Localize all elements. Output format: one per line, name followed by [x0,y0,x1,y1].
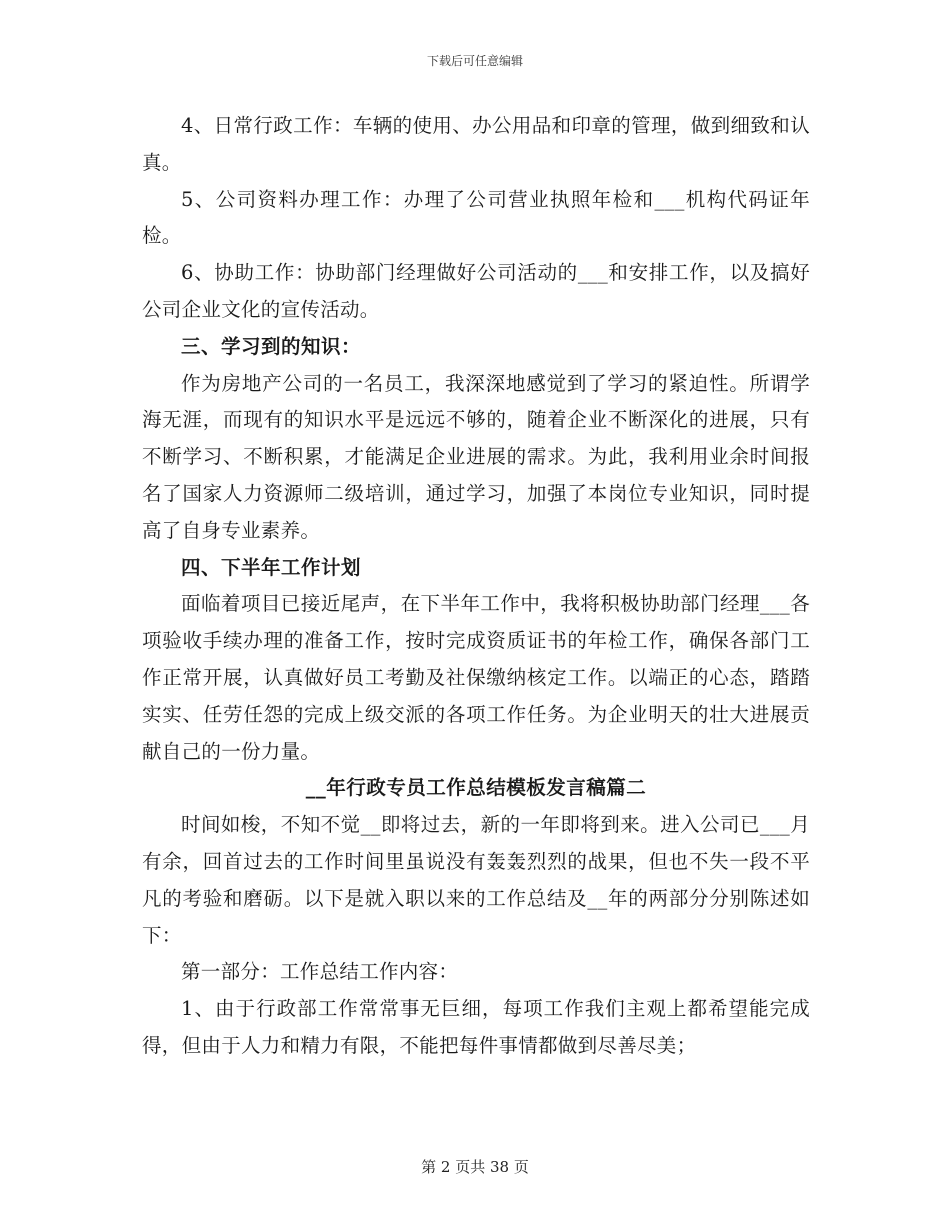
paragraph-plan: 面临着项目已接近尾声，在下半年工作中，我将积极协助部门经理___各项验收手续办理的准备工作，按时完成资质证书的年检工作，确保各部门工作正常开展，认真做好员工考勤及社保缴纳核定工作。以端正的心态，踏踏实实、任劳任怨的完成上级交派的各项工作任务。为企业明天的壮大进展贡献自己的一份力量。 [142,592,810,763]
page-number: 第 2 页共 38 页 [421,1158,529,1176]
paragraph-company-documents: 5、公司资料办理工作：办理了公司营业执照年检和___机构代码证年检。 [142,187,810,248]
paragraph-part-one-label: 第一部分：工作总结工作内容： [181,960,459,984]
paragraph-daily-admin: 4、日常行政工作：车辆的使用、办公用品和印章的管理，做到细致和认真。 [142,114,810,174]
paragraph-intro: 时间如梭，不知不觉__即将过去，新的一年即将到来。进入公司已___月有余，回首过去的工作时间里虽说没有轰轰烈烈的战果，但也不失一段不平凡的考验和磨砺。以下是就入职以来的工作总结及__年的两部分分别陈述如下： [142,813,810,947]
page-header: 下载后可任意编辑 [426,54,523,68]
article-title-part-two: __年行政专员工作总结模板发言稿篇二 [305,776,647,800]
document-body [142,108,810,1065]
section-heading-plan: 四、下半年工作计划 [181,555,362,579]
section-heading-learning: 三、学习到的知识： [181,334,362,358]
paragraph-item-one: 1、由于行政部工作常常事无巨细，每项工作我们主观上都希望能完成得，但由于人力和精力有限，不能把每件事情都做到尽善尽美； [142,997,810,1057]
paragraph-learning: 作为房地产公司的一名员工，我深深地感觉到了学习的紧迫性。所谓学海无涯，而现有的知识水平是远远不够的，随着企业不断深化的进展，只有不断学习、不断积累，才能满足企业进展的需求。为此，我利用业余时间报名了国家人力资源师二级培训，通过学习，加强了本岗位专业知识，同时提高了自身专业素养。 [142,371,810,542]
paragraph-assist-work: 6、协助工作：协助部门经理做好公司活动的___和安排工作，以及搞好公司企业文化的宣传活动。 [142,261,810,321]
